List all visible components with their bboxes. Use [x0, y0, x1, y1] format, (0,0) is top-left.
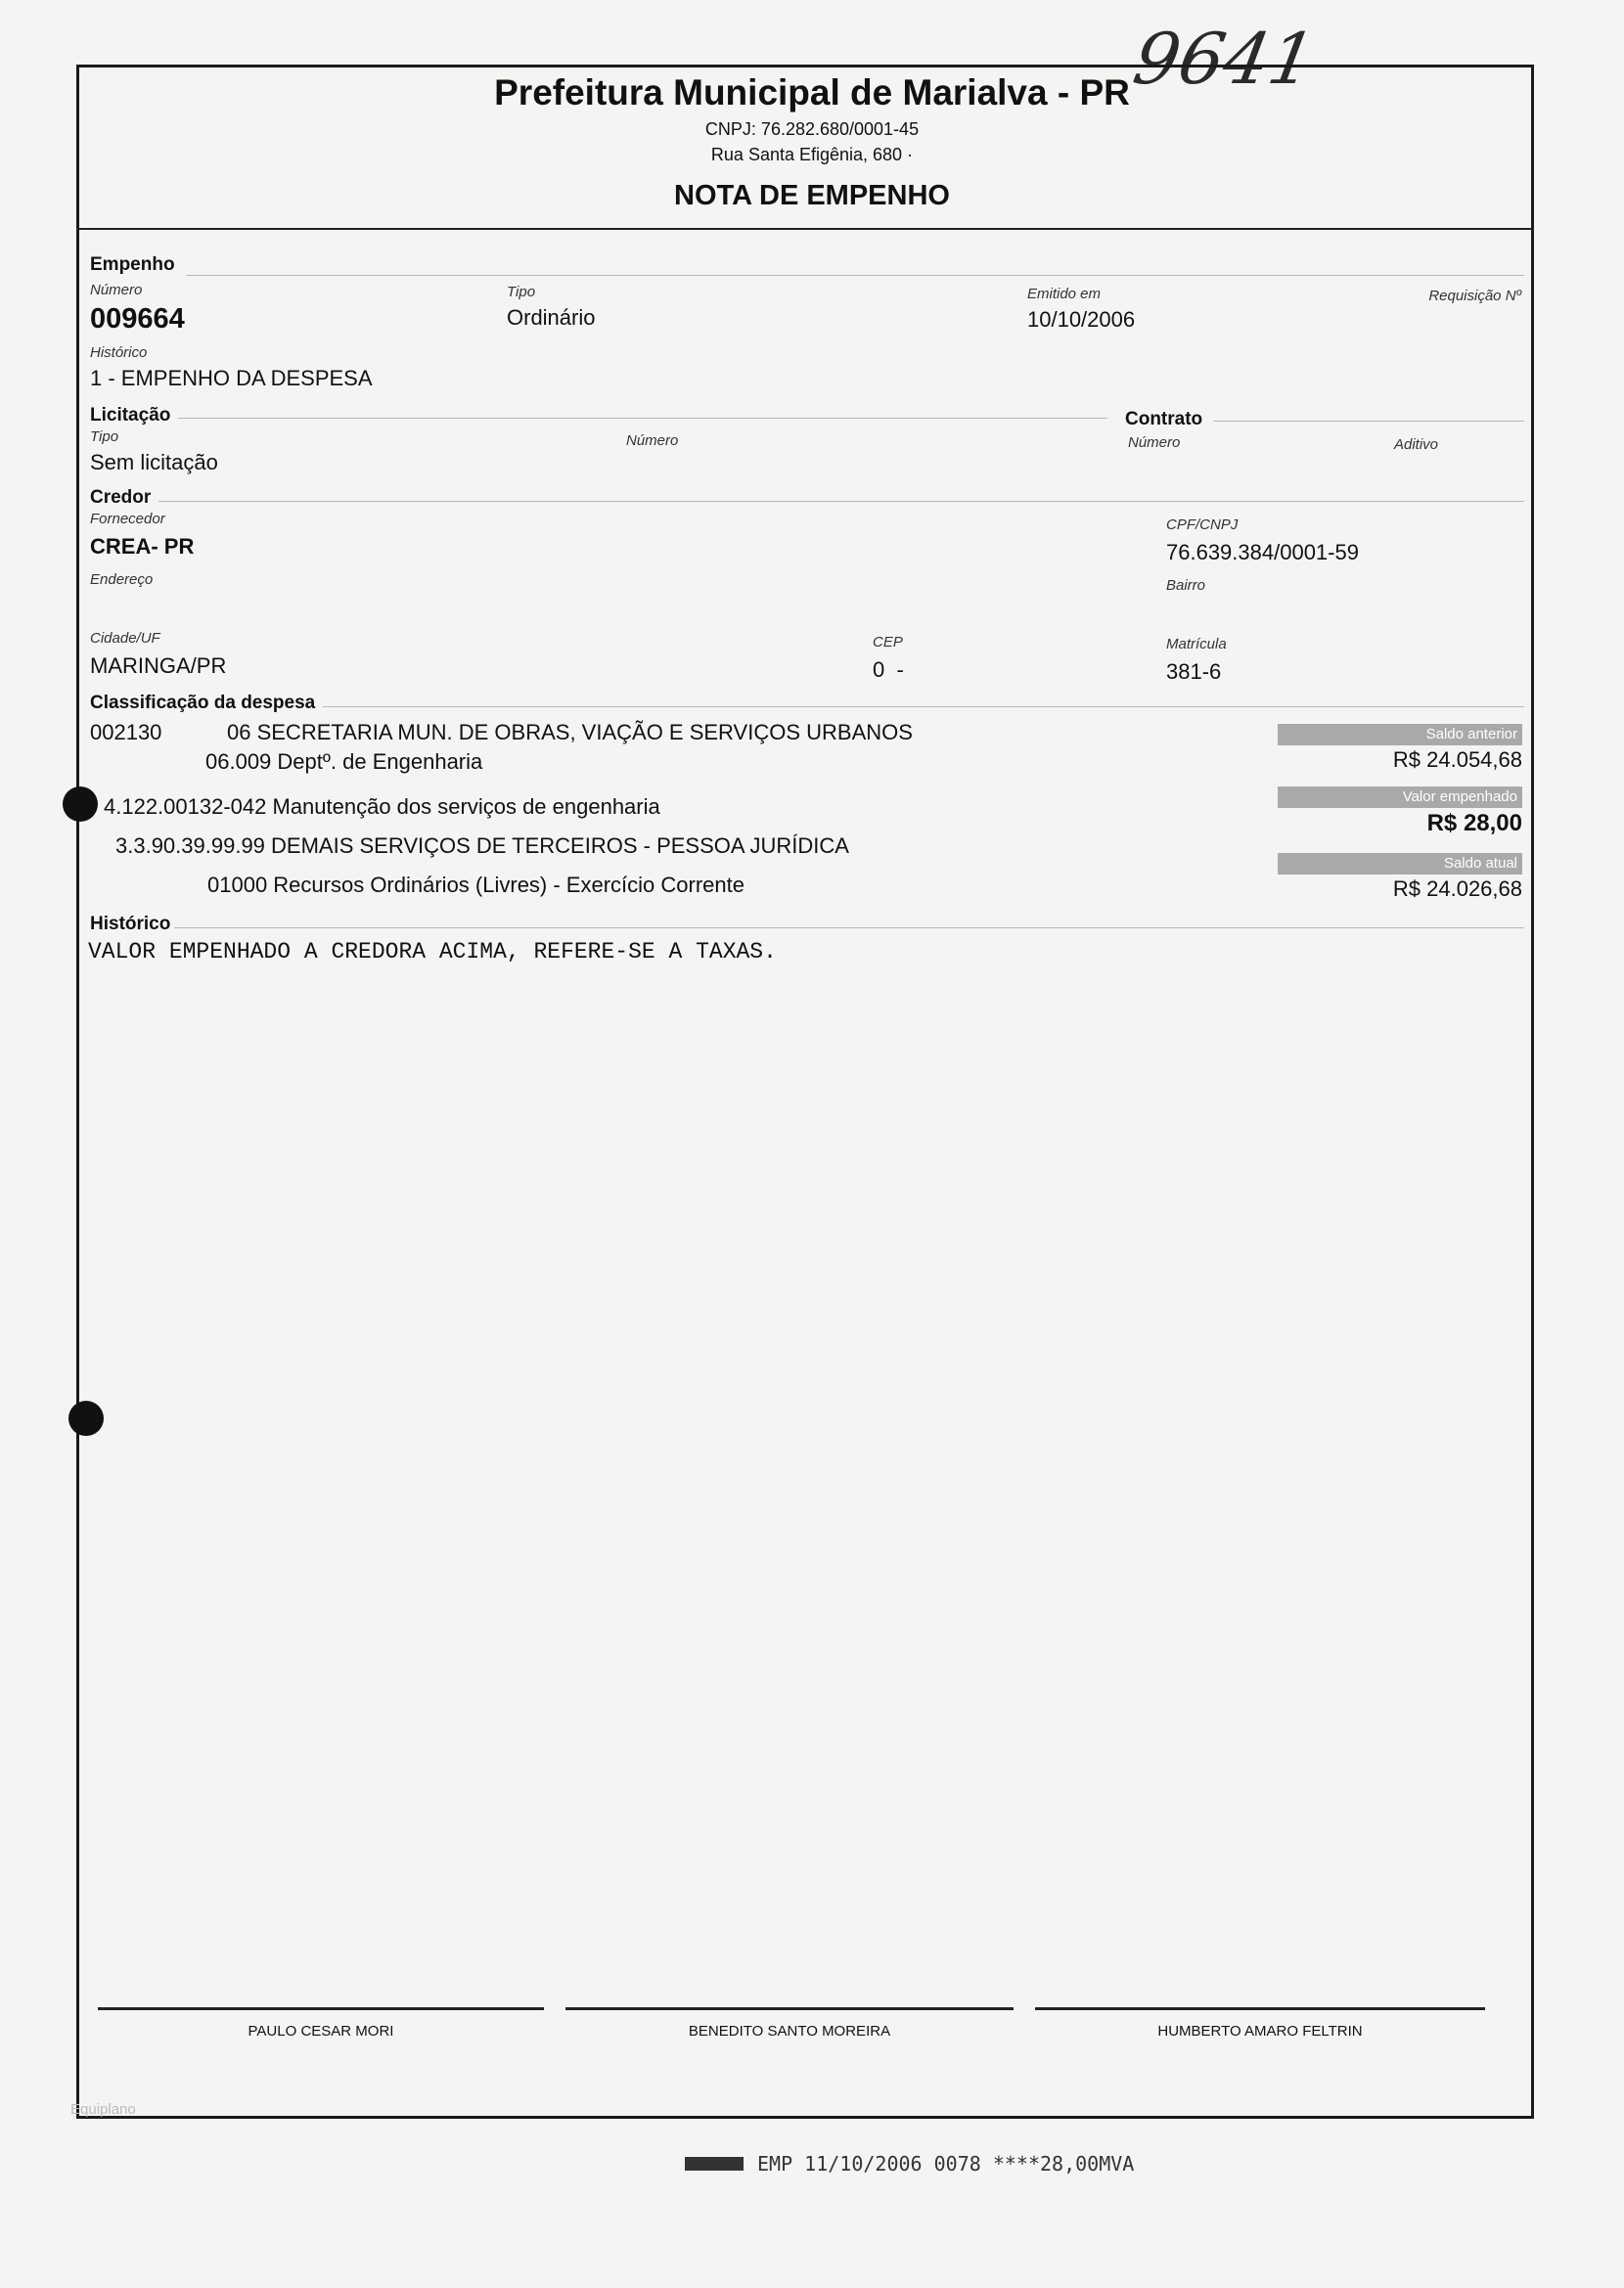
licitacao-tipo-label: Tipo: [90, 428, 119, 445]
classificacao-elemento: 3.3.90.39.99.99 DEMAIS SERVIÇOS DE TERCEIROS - PESSOA JURÍDICA: [115, 833, 849, 858]
signature-line: [565, 2007, 1014, 2010]
matricula-label: Matrícula: [1166, 636, 1227, 652]
fornecedor-label: Fornecedor: [90, 511, 165, 527]
saldo-anterior-label: Saldo anterior: [1278, 724, 1522, 745]
cep-label: CEP: [873, 634, 903, 651]
bairro-label: Bairro: [1166, 577, 1206, 594]
requisicao-label: Requisição Nº: [1428, 288, 1521, 304]
cep-value: 0 -: [873, 657, 904, 682]
header-divider: [76, 228, 1534, 230]
saldo-atual-label: Saldo atual: [1278, 853, 1522, 875]
licitacao-numero-label: Número: [626, 432, 679, 449]
cnpj-label: CPF/CNPJ: [1166, 516, 1239, 533]
empenho-section-title: Empenho: [90, 254, 175, 275]
classificacao-funcional: 4.122.00132-042 Manutenção dos serviços de engenharia: [104, 794, 660, 819]
entity-name: Prefeitura Municipal de Marialva - PR: [494, 72, 1130, 112]
classificacao-section-title: Classificação da despesa: [90, 693, 316, 713]
saldo-anterior-value: R$ 24.054,68: [1392, 747, 1522, 772]
classificacao-rule: [323, 706, 1524, 707]
licitacao-rule: [178, 418, 1107, 419]
classificacao-code: 002130: [90, 720, 162, 744]
licitacao-tipo: Sem licitação: [90, 450, 218, 474]
stamp-text: EMP 11/10/2006 0078 ****28,00MVA: [757, 2152, 1135, 2176]
contrato-aditivo-label: Aditivo: [1394, 436, 1439, 453]
empenho-tipo-label: Tipo: [507, 284, 536, 300]
signatory-1: PAULO CESAR MORI: [248, 2023, 394, 2040]
emitido-date: 10/10/2006: [1027, 307, 1136, 332]
contrato-numero-label: Número: [1128, 434, 1181, 451]
empenho-numero: 009664: [90, 303, 185, 335]
handwritten-page-number: 9641: [1127, 18, 1322, 100]
valor-empenhado-value: R$ 28,00: [1426, 810, 1522, 836]
empenho-tipo: Ordinário: [507, 305, 596, 330]
cidade-uf: MARINGA/PR: [90, 653, 227, 678]
document-title: NOTA DE EMPENHO: [674, 180, 950, 211]
empenho-rule: [186, 275, 1524, 276]
software-watermark: Equiplano: [70, 2101, 136, 2118]
emitido-label: Emitido em: [1027, 286, 1102, 302]
matricula-value: 381-6: [1166, 659, 1222, 684]
historico-rule: [174, 927, 1524, 928]
punch-hole: [63, 786, 98, 822]
stamp-mark: [685, 2157, 744, 2171]
empenho-numero-label: Número: [90, 282, 143, 298]
valor-empenhado-label: Valor empenhado: [1278, 786, 1522, 808]
entity-address: Rua Santa Efigênia, 680 ·: [710, 145, 914, 164]
signature-line: [98, 2007, 544, 2010]
signatory-3: HUMBERTO AMARO FELTRIN: [1157, 2023, 1363, 2040]
endereco-label: Endereço: [90, 571, 154, 588]
classificacao-fonte: 01000 Recursos Ordinários (Livres) - Exercício Corrente: [207, 873, 744, 897]
signature-line: [1035, 2007, 1485, 2010]
punch-hole: [68, 1401, 104, 1436]
empenho-historico-label: Histórico: [90, 344, 148, 361]
authentication-stamp: [685, 2152, 1134, 2176]
fornecedor-name: CREA- PR: [90, 534, 195, 559]
signatory-2: BENEDITO SANTO MOREIRA: [688, 2023, 891, 2040]
entity-cnpj: CNPJ: 76.282.680/0001-45: [704, 119, 920, 139]
cidade-label: Cidade/UF: [90, 630, 160, 647]
licitacao-section-title: Licitação: [90, 405, 171, 426]
saldo-atual-value: R$ 24.026,68: [1392, 876, 1522, 901]
credor-cnpj: 76.639.384/0001-59: [1166, 540, 1359, 564]
contrato-rule: [1213, 421, 1524, 422]
credor-rule: [158, 501, 1524, 502]
contrato-section-title: Contrato: [1125, 409, 1203, 429]
empenho-historico: 1 - EMPENHO DA DESPESA: [90, 366, 373, 390]
classificacao-orgao: 06 SECRETARIA MUN. DE OBRAS, VIAÇÃO E SERVIÇOS URBANOS: [227, 720, 913, 744]
historico-section-title: Histórico: [90, 914, 171, 934]
classificacao-unidade: 06.009 Deptº. de Engenharia: [205, 749, 483, 774]
credor-section-title: Credor: [90, 487, 152, 508]
historico-text: VALOR EMPENHADO A CREDORA ACIMA, REFERE-SE A TAXAS.: [88, 939, 777, 965]
